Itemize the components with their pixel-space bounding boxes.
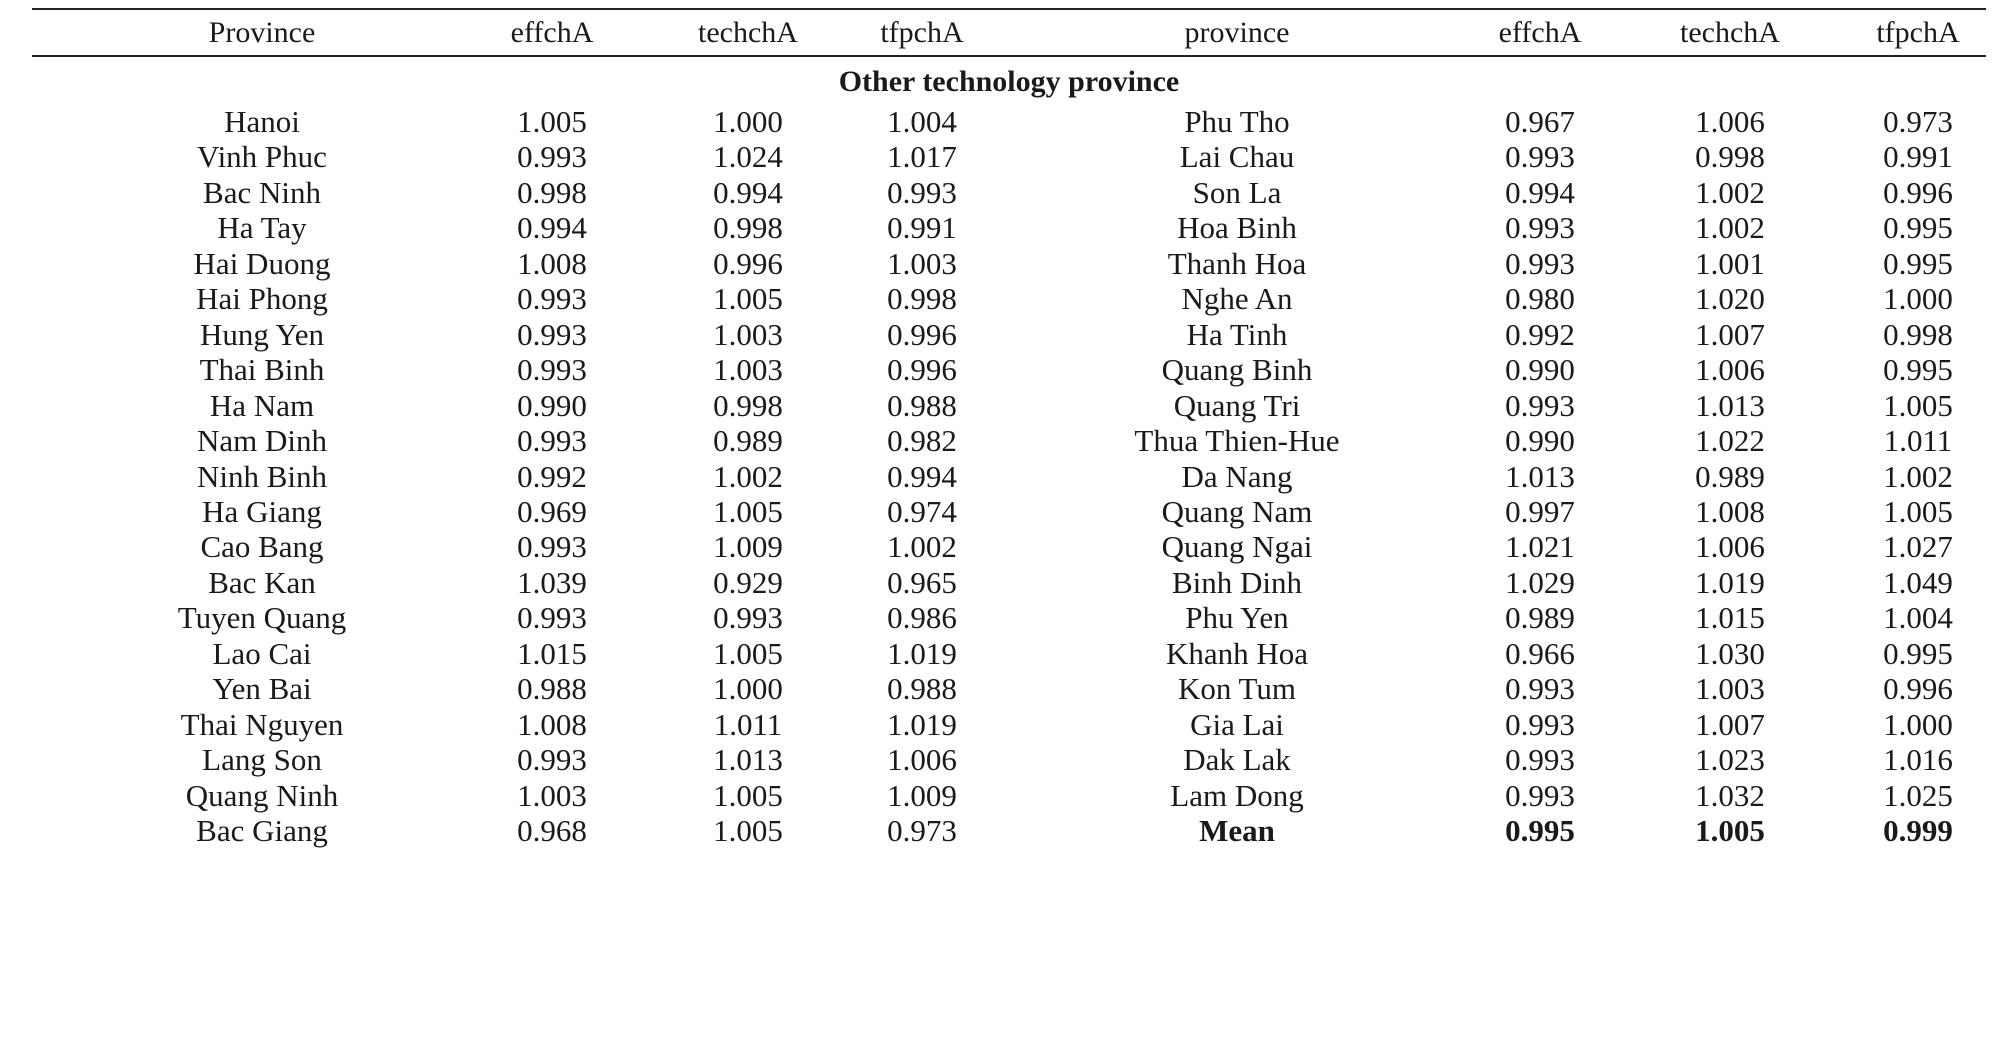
cell-province-right: Lam Dong	[1170, 777, 1304, 813]
cell-province-right: Thanh Hoa	[1167, 245, 1307, 281]
cell-province: Quang Ninh	[185, 777, 339, 813]
cell-effcha: 1.008	[517, 706, 587, 742]
cell-techcha-right: 1.007	[1695, 706, 1765, 742]
cell-effcha: 0.993	[517, 316, 587, 352]
cell-effcha: 0.990	[517, 387, 587, 423]
cell-province-right: Phu Yen	[1185, 600, 1289, 636]
cell-province: Hung Yen	[199, 316, 325, 352]
cell-effcha: 0.994	[517, 210, 587, 246]
cell-effcha-right: 0.993	[1505, 777, 1575, 813]
table-header-row	[32, 10, 1986, 55]
cell-techcha-right: 1.005	[1695, 813, 1765, 848]
cell-techcha-right: 0.989	[1695, 458, 1765, 494]
cell-techcha-right: 1.023	[1695, 742, 1765, 778]
cell-province-right: Hoa Binh	[1177, 210, 1297, 246]
cell-techcha-right: 1.006	[1695, 104, 1765, 139]
cell-effcha: 0.993	[517, 281, 587, 317]
cell-province-right: Phu Tho	[1184, 104, 1290, 139]
cell-tfpcha: 0.998	[887, 281, 957, 317]
cell-tfpcha-right: 0.999	[1883, 813, 1953, 848]
cell-techcha: 1.013	[713, 742, 783, 778]
cell-effcha-right: 0.993	[1505, 742, 1575, 778]
cell-effcha-right: 0.989	[1505, 600, 1575, 636]
cell-province: Hai Phong	[196, 281, 328, 317]
cell-effcha-right: 0.993	[1505, 387, 1575, 423]
cell-effcha: 0.968	[517, 813, 587, 848]
cell-effcha: 0.993	[517, 600, 587, 636]
cell-tfpcha: 0.996	[887, 316, 957, 352]
cell-techcha: 1.005	[713, 813, 783, 848]
cell-tfpcha-right: 1.016	[1883, 742, 1953, 778]
cell-effcha: 0.993	[517, 352, 587, 388]
cell-effcha-right: 0.993	[1505, 706, 1575, 742]
cell-tfpcha: 0.994	[887, 458, 957, 494]
cell-province: Thai Binh	[199, 352, 325, 388]
cell-province-right: Son La	[1192, 174, 1282, 210]
cell-techcha: 0.989	[713, 423, 783, 459]
cell-province-right: Binh Dinh	[1171, 564, 1303, 600]
cell-techcha: 0.998	[713, 210, 783, 246]
cell-province-right: Lai Chau	[1179, 139, 1295, 175]
cell-tfpcha-right: 0.973	[1883, 104, 1953, 139]
cell-province: Lang Son	[202, 742, 322, 778]
cell-tfpcha: 0.973	[887, 813, 957, 848]
cell-techcha: 1.003	[713, 352, 783, 388]
cell-effcha: 0.988	[517, 671, 587, 707]
cell-effcha-right: 0.967	[1505, 104, 1575, 139]
cell-tfpcha-right: 0.996	[1883, 174, 1953, 210]
cell-techcha-right: 1.030	[1695, 635, 1765, 671]
cell-tfpcha-right: 1.005	[1883, 387, 1953, 423]
cell-tfpcha: 0.988	[887, 387, 957, 423]
cell-techcha: 0.994	[713, 174, 783, 210]
cell-province: Hanoi	[224, 104, 300, 139]
cell-tfpcha-right: 1.000	[1883, 706, 1953, 742]
cell-techcha-right: 1.032	[1695, 777, 1765, 813]
cell-province: Yen Bai	[212, 671, 312, 707]
cell-tfpcha: 1.009	[887, 777, 957, 813]
cell-tfpcha-right: 0.995	[1883, 635, 1953, 671]
cell-province: Hai Duong	[193, 245, 331, 281]
cell-effcha: 0.993	[517, 742, 587, 778]
cell-effcha-right: 0.966	[1505, 635, 1575, 671]
cell-province-right: Da Nang	[1181, 458, 1293, 494]
header-tfpcha: tfpchA	[880, 16, 964, 49]
cell-province: Bac Kan	[208, 564, 316, 600]
cell-effcha-right: 0.993	[1505, 139, 1575, 175]
header-rule	[32, 55, 1986, 57]
cell-effcha: 1.039	[517, 564, 587, 600]
cell-tfpcha-right: 0.995	[1883, 245, 1953, 281]
cell-tfpcha: 1.003	[887, 245, 957, 281]
cell-techcha-right: 1.006	[1695, 529, 1765, 565]
cell-tfpcha: 0.982	[887, 423, 957, 459]
cell-province-right: Gia Lai	[1190, 706, 1284, 742]
cell-tfpcha: 0.991	[887, 210, 957, 246]
cell-tfpcha: 1.004	[887, 104, 957, 139]
cell-techcha: 1.011	[713, 706, 783, 742]
cell-techcha: 0.993	[713, 600, 783, 636]
table-row	[32, 808, 1986, 853]
cell-effcha: 0.993	[517, 529, 587, 565]
cell-tfpcha: 0.996	[887, 352, 957, 388]
cell-tfpcha-right: 1.011	[1883, 423, 1953, 459]
cell-tfpcha-right: 1.049	[1883, 564, 1953, 600]
cell-province-right: Quang Binh	[1161, 352, 1313, 388]
cell-techcha: 1.024	[713, 139, 783, 175]
cell-techcha: 1.000	[713, 104, 783, 139]
cell-province: Thai Nguyen	[180, 706, 344, 742]
cell-techcha-right: 1.003	[1695, 671, 1765, 707]
cell-effcha: 1.015	[517, 635, 587, 671]
cell-effcha-right: 0.993	[1505, 245, 1575, 281]
cell-effcha-right: 1.021	[1505, 529, 1575, 565]
header-effcha: effchA	[510, 16, 594, 49]
cell-effcha-right: 0.990	[1505, 423, 1575, 459]
cell-techcha: 0.929	[713, 564, 783, 600]
cell-tfpcha-right: 1.025	[1883, 777, 1953, 813]
cell-techcha: 1.005	[713, 777, 783, 813]
cell-techcha: 1.005	[713, 281, 783, 317]
cell-techcha: 1.005	[713, 493, 783, 529]
cell-effcha-right: 1.013	[1505, 458, 1575, 494]
header-techcha: techchA	[698, 16, 798, 49]
cell-tfpcha: 0.974	[887, 493, 957, 529]
cell-techcha: 1.002	[713, 458, 783, 494]
header-effcha-right: effchA	[1498, 16, 1582, 49]
cell-tfpcha: 0.993	[887, 174, 957, 210]
cell-tfpcha: 1.002	[887, 529, 957, 565]
cell-effcha: 1.003	[517, 777, 587, 813]
cell-effcha-right: 0.990	[1505, 352, 1575, 388]
cell-tfpcha-right: 1.005	[1883, 493, 1953, 529]
cell-tfpcha: 0.965	[887, 564, 957, 600]
cell-tfpcha-right: 1.000	[1883, 281, 1953, 317]
section-title: Other technology province	[838, 65, 1180, 98]
cell-tfpcha-right: 1.002	[1883, 458, 1953, 494]
cell-province-right: Thua Thien-Hue	[1134, 423, 1340, 459]
cell-tfpcha-right: 0.991	[1883, 139, 1953, 175]
cell-effcha-right: 0.993	[1505, 671, 1575, 707]
cell-tfpcha: 0.986	[887, 600, 957, 636]
cell-techcha-right: 1.002	[1695, 210, 1765, 246]
cell-tfpcha-right: 0.996	[1883, 671, 1953, 707]
cell-tfpcha: 1.019	[887, 635, 957, 671]
cell-techcha: 1.003	[713, 316, 783, 352]
cell-province-right: Quang Tri	[1173, 387, 1301, 423]
cell-province-right: Dak Lak	[1183, 742, 1291, 778]
cell-effcha-right: 0.993	[1505, 210, 1575, 246]
cell-techcha-right: 1.022	[1695, 423, 1765, 459]
cell-province: Tuyen Quang	[177, 600, 347, 636]
cell-tfpcha: 0.988	[887, 671, 957, 707]
cell-techcha-right: 1.002	[1695, 174, 1765, 210]
cell-effcha: 0.992	[517, 458, 587, 494]
cell-techcha-right: 1.015	[1695, 600, 1765, 636]
cell-province: Lao Cai	[212, 635, 312, 671]
cell-province: Bac Giang	[196, 813, 328, 848]
cell-province: Cao Bang	[200, 529, 324, 565]
cell-province-right: Quang Nam	[1161, 493, 1313, 529]
header-techcha-right: techchA	[1680, 16, 1780, 49]
cell-province-right: Ha Tinh	[1186, 316, 1288, 352]
cell-techcha-right: 1.007	[1695, 316, 1765, 352]
cell-techcha-right: 1.020	[1695, 281, 1765, 317]
cell-tfpcha-right: 1.027	[1883, 529, 1953, 565]
cell-province-right: Quang Ngai	[1161, 529, 1313, 565]
cell-techcha-right: 1.001	[1695, 245, 1765, 281]
cell-province-right: Nghe An	[1181, 281, 1293, 317]
cell-province: Nam Dinh	[196, 423, 327, 459]
cell-effcha: 0.998	[517, 174, 587, 210]
cell-techcha-right: 1.006	[1695, 352, 1765, 388]
cell-techcha: 1.005	[713, 635, 783, 671]
cell-tfpcha: 1.017	[887, 139, 957, 175]
cell-tfpcha-right: 0.998	[1883, 316, 1953, 352]
header-province-right: province	[1184, 16, 1290, 49]
cell-effcha-right: 0.992	[1505, 316, 1575, 352]
cell-effcha: 1.005	[517, 104, 587, 139]
cell-techcha: 1.009	[713, 529, 783, 565]
cell-province: Bac Ninh	[203, 174, 321, 210]
cell-effcha: 0.993	[517, 139, 587, 175]
cell-techcha: 0.996	[713, 245, 783, 281]
cell-effcha-right: 0.995	[1505, 813, 1575, 848]
cell-province: Ninh Binh	[196, 458, 328, 494]
cell-techcha-right: 1.008	[1695, 493, 1765, 529]
cell-effcha-right: 0.980	[1505, 281, 1575, 317]
cell-effcha: 0.993	[517, 423, 587, 459]
header-province: Province	[208, 16, 316, 49]
cell-effcha-right: 0.997	[1505, 493, 1575, 529]
cell-province-right: Khanh Hoa	[1165, 635, 1309, 671]
cell-effcha: 1.008	[517, 245, 587, 281]
cell-techcha: 0.998	[713, 387, 783, 423]
cell-province-right: Kon Tum	[1177, 671, 1297, 707]
cell-techcha-right: 1.013	[1695, 387, 1765, 423]
cell-province: Vinh Phuc	[197, 139, 327, 175]
header-tfpcha-right: tfpchA	[1876, 16, 1960, 49]
cell-techcha-right: 0.998	[1695, 139, 1765, 175]
cell-techcha-right: 1.019	[1695, 564, 1765, 600]
cell-province: Ha Tay	[217, 210, 307, 246]
cell-effcha: 0.969	[517, 493, 587, 529]
cell-effcha-right: 1.029	[1505, 564, 1575, 600]
cell-techcha: 1.000	[713, 671, 783, 707]
cell-province: Ha Giang	[202, 493, 322, 529]
cell-tfpcha-right: 0.995	[1883, 352, 1953, 388]
cell-province: Ha Nam	[209, 387, 315, 423]
cell-tfpcha: 1.006	[887, 742, 957, 778]
cell-effcha-right: 0.994	[1505, 174, 1575, 210]
cell-province-right: Mean	[1199, 813, 1275, 848]
cell-tfpcha-right: 1.004	[1883, 600, 1953, 636]
cell-tfpcha: 1.019	[887, 706, 957, 742]
cell-tfpcha-right: 0.995	[1883, 210, 1953, 246]
